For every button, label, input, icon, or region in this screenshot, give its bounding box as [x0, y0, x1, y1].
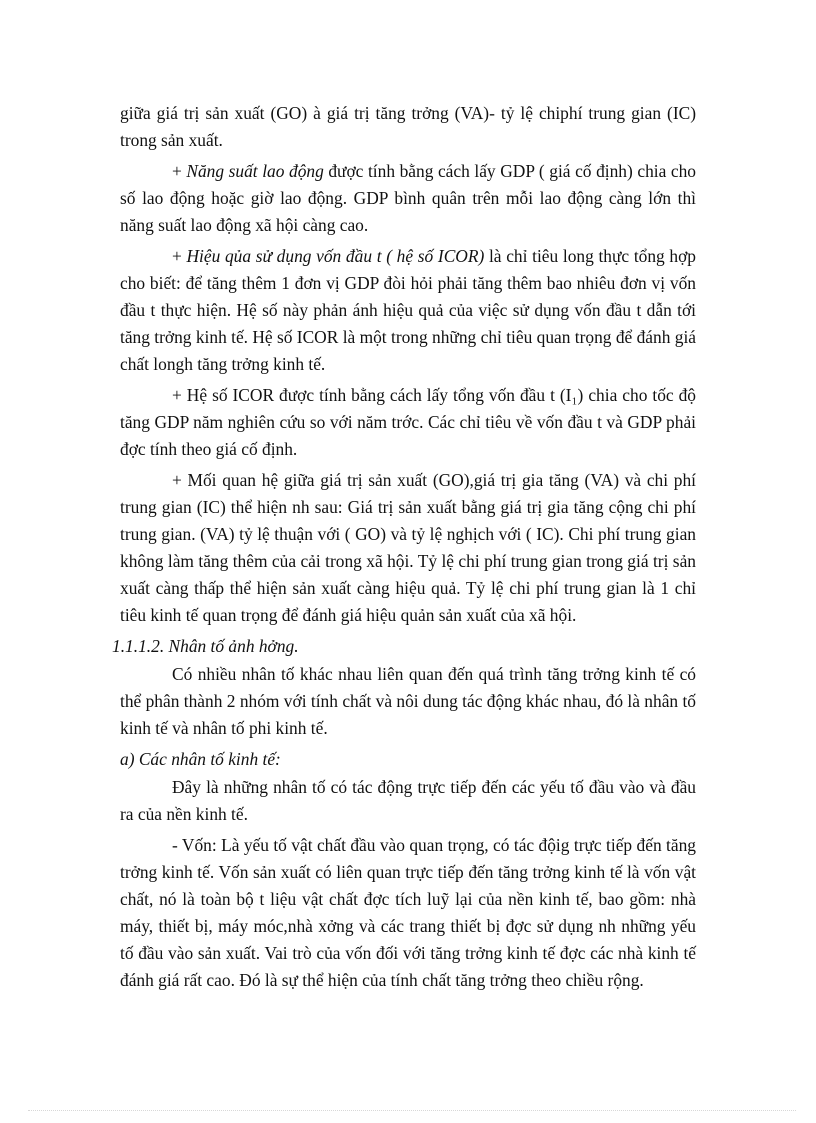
bullet-plus: +: [172, 161, 187, 181]
paragraph-text: được tính bằng cách lấy GDP ( giá cố định) chia cho số lao động hoặc giờ lao động. GDP bình quân trên mỗi lao động càng lớn thì năng suất lao động xã hội càng cao.: [120, 161, 696, 235]
paragraph-icor-efficiency: [120, 243, 696, 378]
paragraph-factors-intro: Có nhiều nhân tố khác nhau liên quan đến quá trình tăng trởng kinh tế có thể phân thành 2 nhóm với tính chất và nôi dung tác động khác nhau, đó là nhân tố kinh tế và nhân tố phi kinh tế.: [120, 664, 696, 738]
paragraph-go-va-ic-relation: + Mối quan hệ giữa giá trị sản xuất (GO),giá trị gia tăng (VA) và chi phí trung gian (IC) thể hiện nh sau: Giá trị sản xuất bằng giá trị gia tăng cộng chi phí trung gian. (VA) tỷ lệ thuận với ( GO) và tỷ lệ nghịch với ( IC). Chi phí trung gian không làm tăng thêm của cải trong xã hội. Tỷ lệ chi phí trung gian trong giá trị sản xuất càng thấp thể hiện sản xuất càng hiệu quả. Tỷ lệ chi phí trung gian là 1 chỉ tiêu kinh tế quan trọng để đánh giá hiệu quản sản xuất của xã hội.: [120, 470, 696, 625]
paragraph-text: là chỉ tiêu long thực tổng hợp cho biết: để tăng thêm 1 đơn vị GDP đòi hỏi phải tăng thêm bao nhiêu đơn vị vốn đầu t thực hiện. Hệ số này phản ánh hiệu quả của việc sử dụng vốn đầu t dẫn tới tăng trởng kinh tế. Hệ số ICOR là một trong những chỉ tiêu quan trọng để đánh giá chất longh tăng trởng kinh tế.: [120, 246, 697, 374]
term-labor-productivity: Năng suất lao động: [186, 161, 324, 181]
document-page: [112, 100, 697, 998]
term-icor: Hiệu qủa sử dụng vốn đầu t ( hệ số ICOR): [186, 246, 485, 266]
paragraph-labor-productivity: [120, 158, 696, 239]
paragraph-capital: - Vốn: Là yếu tố vật chất đầu vào quan trọng, có tác độig trực tiếp đến tăng trởng kinh tế. Vốn sản xuất có liên quan trực tiếp đến tăng trởng kinh tế là vốn vật chất, nó là toàn bộ t liệu vật chất đợc tích luỹ lại của nền kinh tế, bao gồm: nhà máy, thiết bị, máy móc,nhà xởng và các trang thiết bị đợc sử dụng nh những yếu tố đầu vào sản xuất. Vai trò của vốn đối với tăng trởng kinh tế đợc các nhà kinh tế đánh giá rất cao. Đó là sự thể hiện của tính chất tăng trởng theo chiều rộng.: [120, 835, 696, 990]
paragraph-icor-calculation: + Hệ số ICOR được tính bằng cách lấy tổng vốn đầu t (I₁) chia cho tốc độ tăng GDP năm nghiên cứu so với năm trớc. Các chỉ tiêu về vốn đầu t và GDP phải đợc tính theo giá cố định.: [120, 385, 696, 459]
subsection-heading: a) Các nhân tố kinh tế:: [120, 749, 281, 769]
paragraph-economic-factors: Đây là những nhân tố có tác động trực tiếp đến các yếu tố đầu vào và đầu ra của nền kinh tế.: [120, 777, 696, 824]
paragraph-go-va: giữa giá trị sản xuất (GO) à giá trị tăng trởng (VA)- tỷ lệ chiphí trung gian (IC) trong sản xuất.: [120, 103, 696, 150]
page-bottom-rule: [28, 1110, 796, 1111]
bullet-plus: +: [172, 246, 187, 266]
section-heading: 1.1.1.2. Nhân tố ảnh hởng.: [112, 636, 299, 656]
